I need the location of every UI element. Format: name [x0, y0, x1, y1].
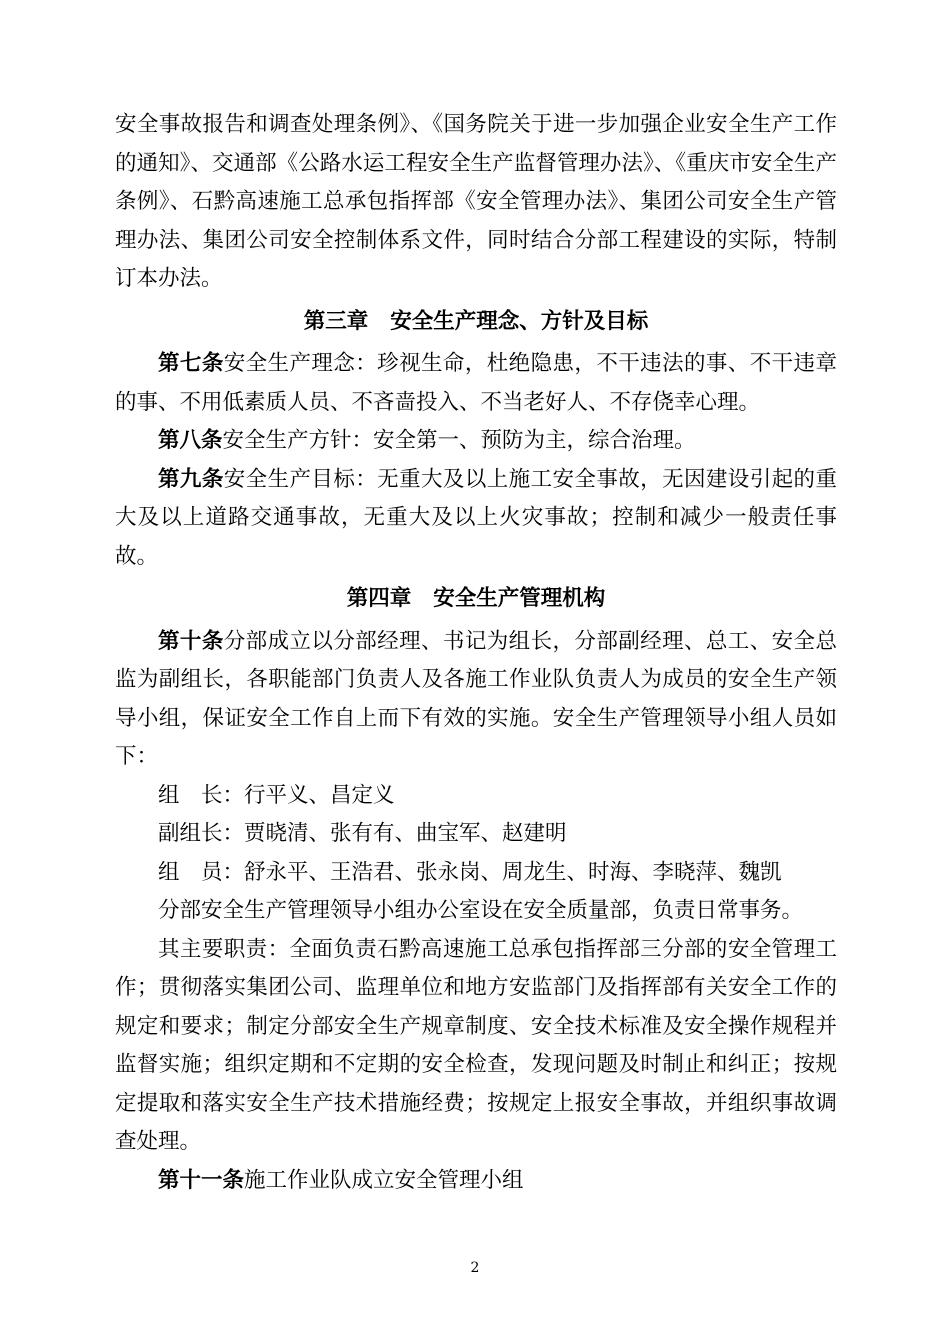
chapter-3-heading: [115, 303, 837, 342]
article-11-lead: 第十一条: [158, 1167, 245, 1193]
article-8-text: 安全生产方针：安全第一、预防为主，综合治理。: [222, 428, 696, 453]
chapter-4-title: 安全生产管理机构: [433, 586, 606, 611]
intro-paragraph: 安全事故报告和调查处理条例》、《国务院关于进一步加强企业安全生产工作的通知》、交通部《公路水运工程安全生产监督管理办法》、《重庆市安全生产条例》、石黔高速施工总承包指挥部《安全管理办法》、集团公司安全生产管理办法、集团公司安全控制体系文件，同时结合分部工程建设的实际，特制订本办法。: [115, 112, 837, 291]
article-7-lead: 第七条: [158, 351, 224, 376]
article-9-lead: 第九条: [158, 466, 224, 492]
article-9-text: 安全生产目标：无重大及以上施工安全事故，无因建设引起的重大及以上道路交通事故，无重大及以上火灾事故；控制和减少一般责任事故。: [115, 466, 837, 569]
article-11: [115, 1162, 837, 1201]
article-9: [115, 461, 837, 577]
article-10-lead: 第十条: [158, 628, 224, 654]
duties-paragraph: 其主要职责：全面负责石黔高速施工总承包指挥部三分部的安全管理工作；贯彻落实集团公司、监理单位和地方安监部门及指挥部有关安全工作的规定和要求；制定分部安全生产规章制度、安全技术标准及安全操作规程并监督实施；组织定期和不定期的安全检查，发现问题及时制止和纠正；按规定提取和落实安全生产技术措施经费；按规定上报安全事故，并组织事故调查处理。: [115, 936, 837, 1154]
chapter-3-number: 第三章: [303, 308, 369, 334]
page-number: 2: [470, 1260, 480, 1276]
article-10: [115, 623, 837, 777]
article-8-lead: 第八条: [158, 428, 223, 453]
leader-line: 组 长：行平义、昌定义: [158, 782, 395, 808]
chapter-4-number: 第四章: [346, 586, 412, 611]
body-text: [115, 106, 837, 1200]
deputy-line: 副组长：贾晓清、张有有、曲宝军、赵建明: [158, 821, 567, 846]
article-7-text: 安全生产理念：珍视生命，杜绝隐患，不干违法的事、不干违章的事、不用低素质人员、不吝啬投入、不当老好人、不存侥幸心理。: [115, 351, 837, 415]
members-line: 组 员：舒永平、王浩君、张永岗、周龙生、时海、李晓萍、魏凯: [158, 859, 782, 885]
article-11-text: 施工作业队成立安全管理小组: [244, 1167, 524, 1193]
chapter-3-title: 安全生产理念、方针及目标: [390, 308, 649, 334]
article-7: [115, 345, 837, 422]
article-10-text: 分部成立以分部经理、书记为组长，分部副经理、总工、安全总监为副组长，各职能部门负责人及各施工作业队负责人为成员的安全生产领导小组，保证安全工作自上而下有效的实施。安全生产管理领导小组人员如下：: [115, 628, 837, 769]
office-line: 分部安全生产管理领导小组办公室设在安全质量部，负责日常事务。: [158, 898, 804, 923]
chapter-4-heading: [115, 580, 837, 619]
article-8: [115, 422, 837, 461]
